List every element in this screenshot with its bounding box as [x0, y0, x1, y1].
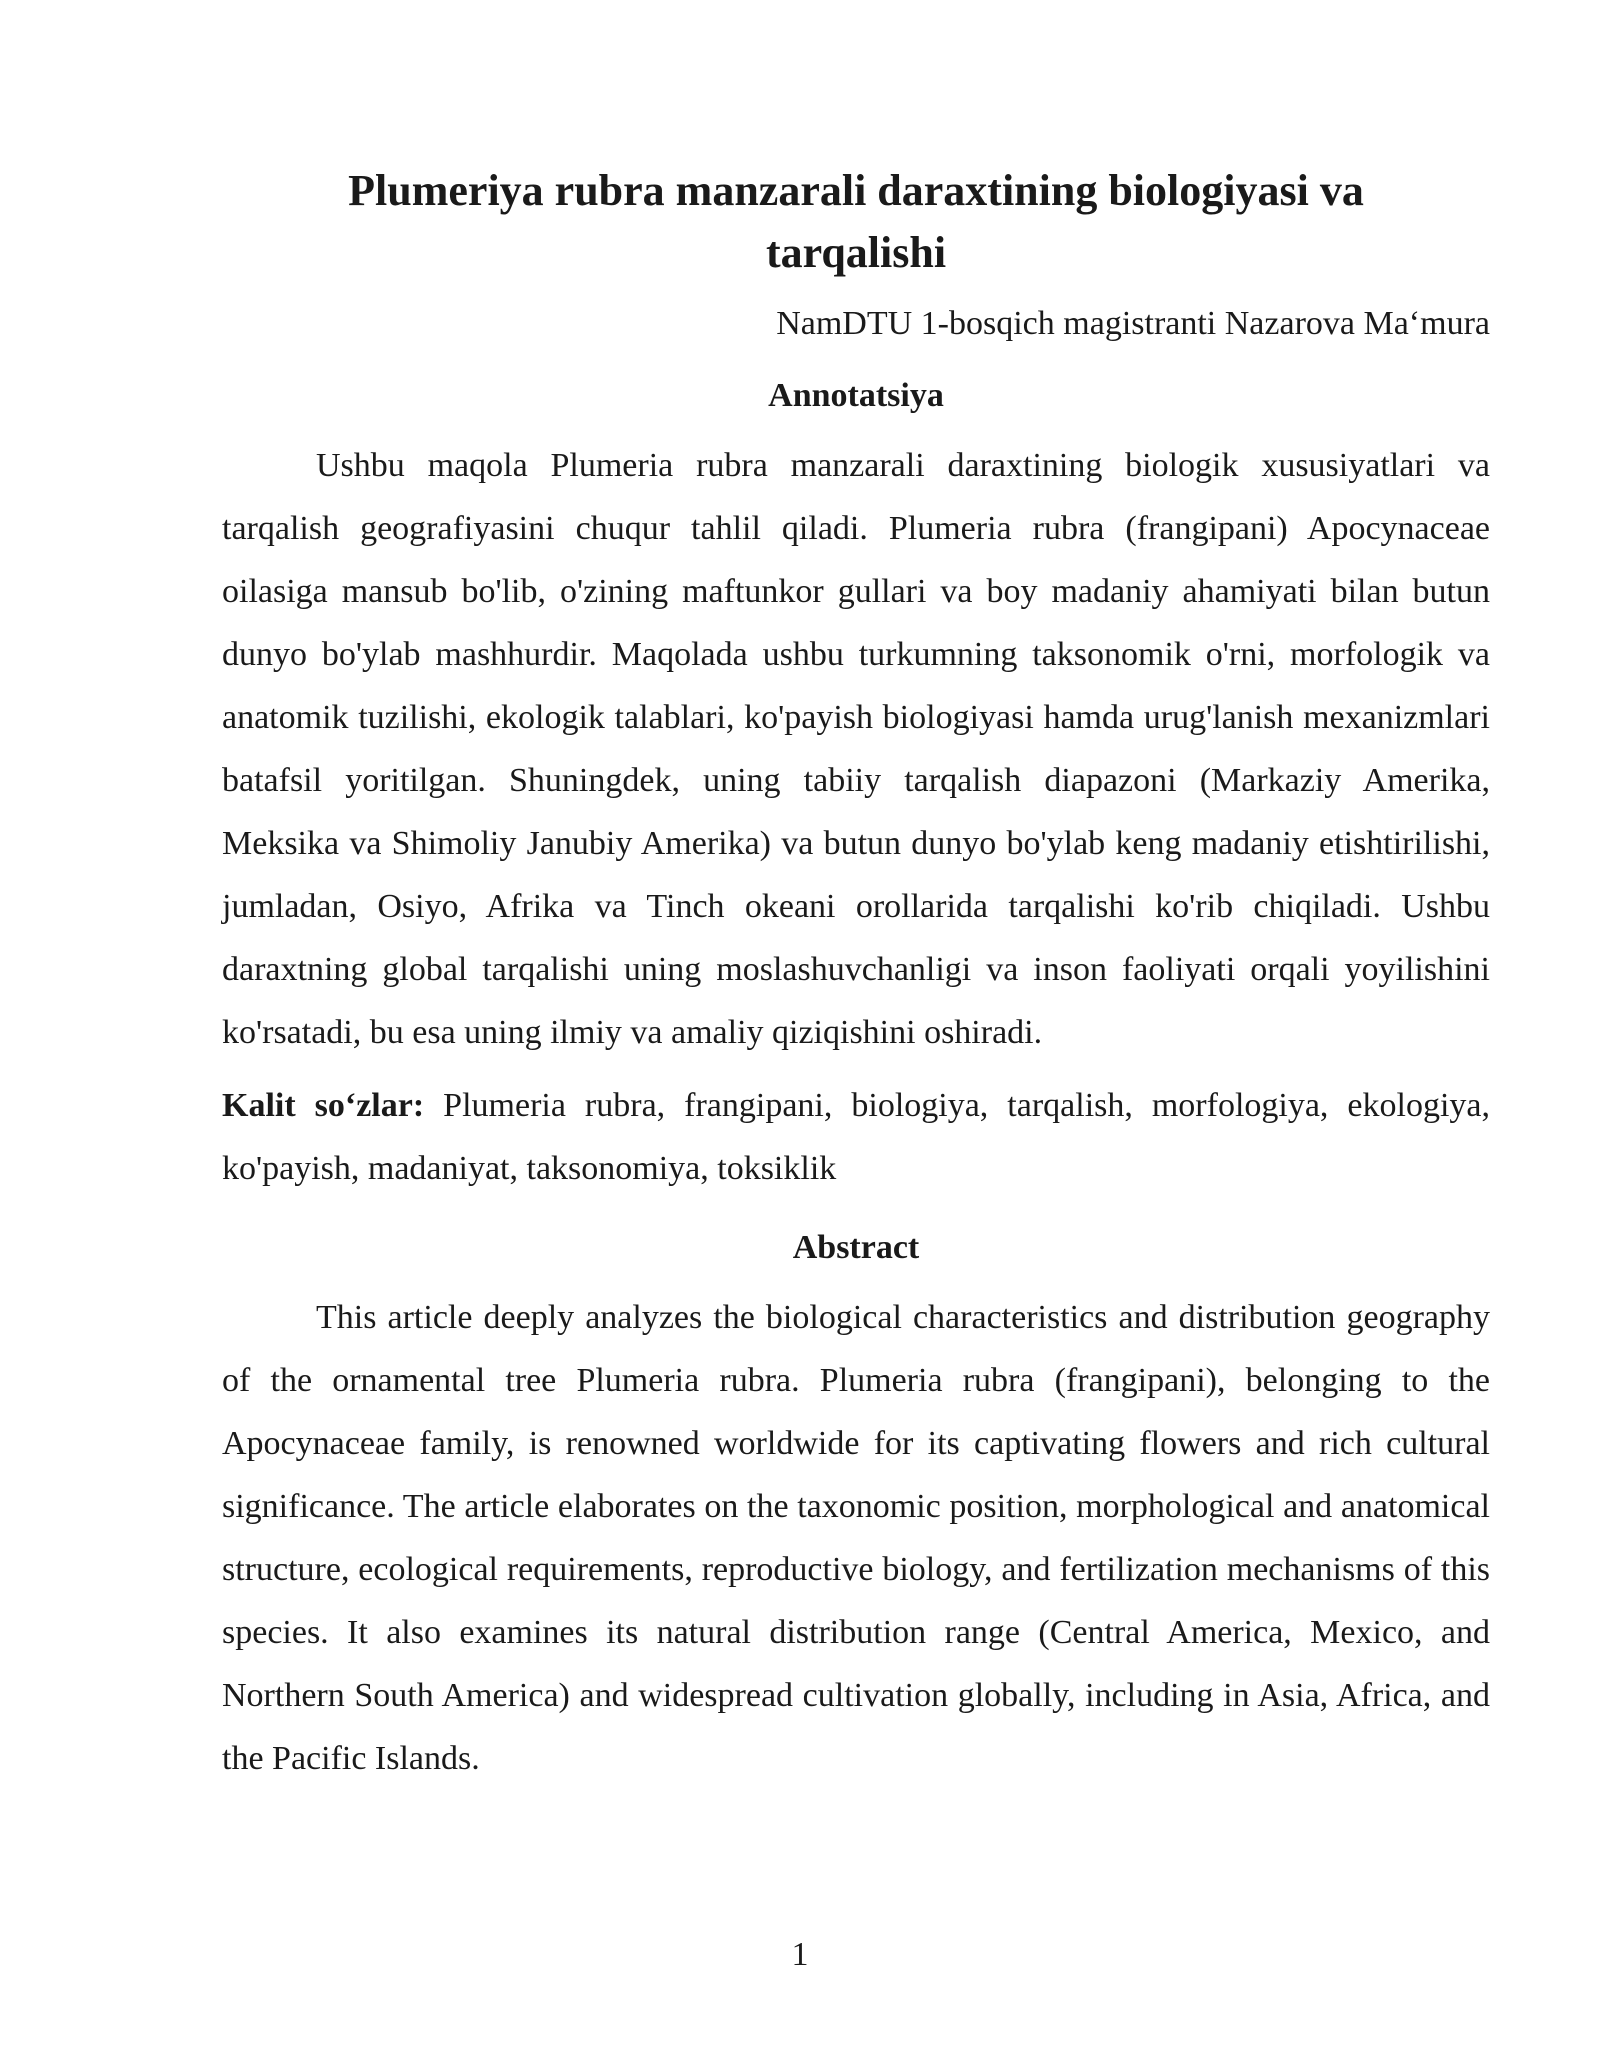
abstract-heading: Abstract	[792, 1229, 920, 1266]
paper-title: Plumeriya rubra manzarali daraxtining biologiyasi va tarqalishi	[348, 166, 1364, 277]
annotation-paragraph: Ushbu maqola Plumeria rubra manzarali daraxtining biologik xususiyatlari va tarqalish geografiyasini chuqur tahlil qiladi. Plumeria rubra (frangipani) Apocynaceae oilasiga mansub bo'lib, o'zining maftunkor gullari va boy madaniy ahamiyati bilan butun dunyo bo'ylab mashhurdir. Maqolada ushbu turkumning taksonomik o'rni, morfologik va anatomik tuzilishi, ekologik talablari, ko'payish biologiyasi hamda urug'lanish mexanizmlari batafsil yoritilgan. Shuningdek, uning tabiiy tarqalish diapazoni (Markaziy Amerika, Meksika va Shimoliy Janubiy Amerika) va butun dunyo bo'ylab keng madaniy etishtirilishi, jumladan, Osiyo, Afrika va Tinch okeani orollarida tarqalishi ko'rib chiqiladi. Ushbu daraxtning global tarqalishi uning moslashuvchanligi va inson faoliyati orqali yoyilishini ko'rsatadi, bu esa uning ilmiy va amaliy qiziqishini oshiradi.	[222, 447, 1490, 1051]
keywords-block	[222, 1074, 1490, 1200]
page-number: 1	[791, 1936, 809, 1973]
paper-page	[222, 160, 1490, 1790]
annotation-heading: Annotatsiya	[768, 377, 944, 414]
keywords-text: Plumeria rubra, frangipani, biologiya, tarqalish, morfologiya, ekologiya, ko'payish, madaniyat, taksonomiya, toksiklik	[222, 1087, 1491, 1187]
keywords-label: Kalit so‘zlar:	[222, 1087, 425, 1124]
author-line: NamDTU 1-bosqich magistranti Nazarova Ma‘mura	[776, 305, 1490, 342]
abstract-paragraph: This article deeply analyzes the biological characteristics and distribution geography of the ornamental tree Plumeria rubra. Plumeria rubra (frangipani), belonging to the Apocynaceae family, is renowned worldwide for its captivating flowers and rich cultural significance. The article elaborates on the taxonomic position, morphological and anatomical structure, ecological requirements, reproductive biology, and fertilization mechanisms of this species. It also examines its natural distribution range (Central America, Mexico, and Northern South America) and widespread cultivation globally, including in Asia, Africa, and the Pacific Islands.	[222, 1299, 1490, 1777]
